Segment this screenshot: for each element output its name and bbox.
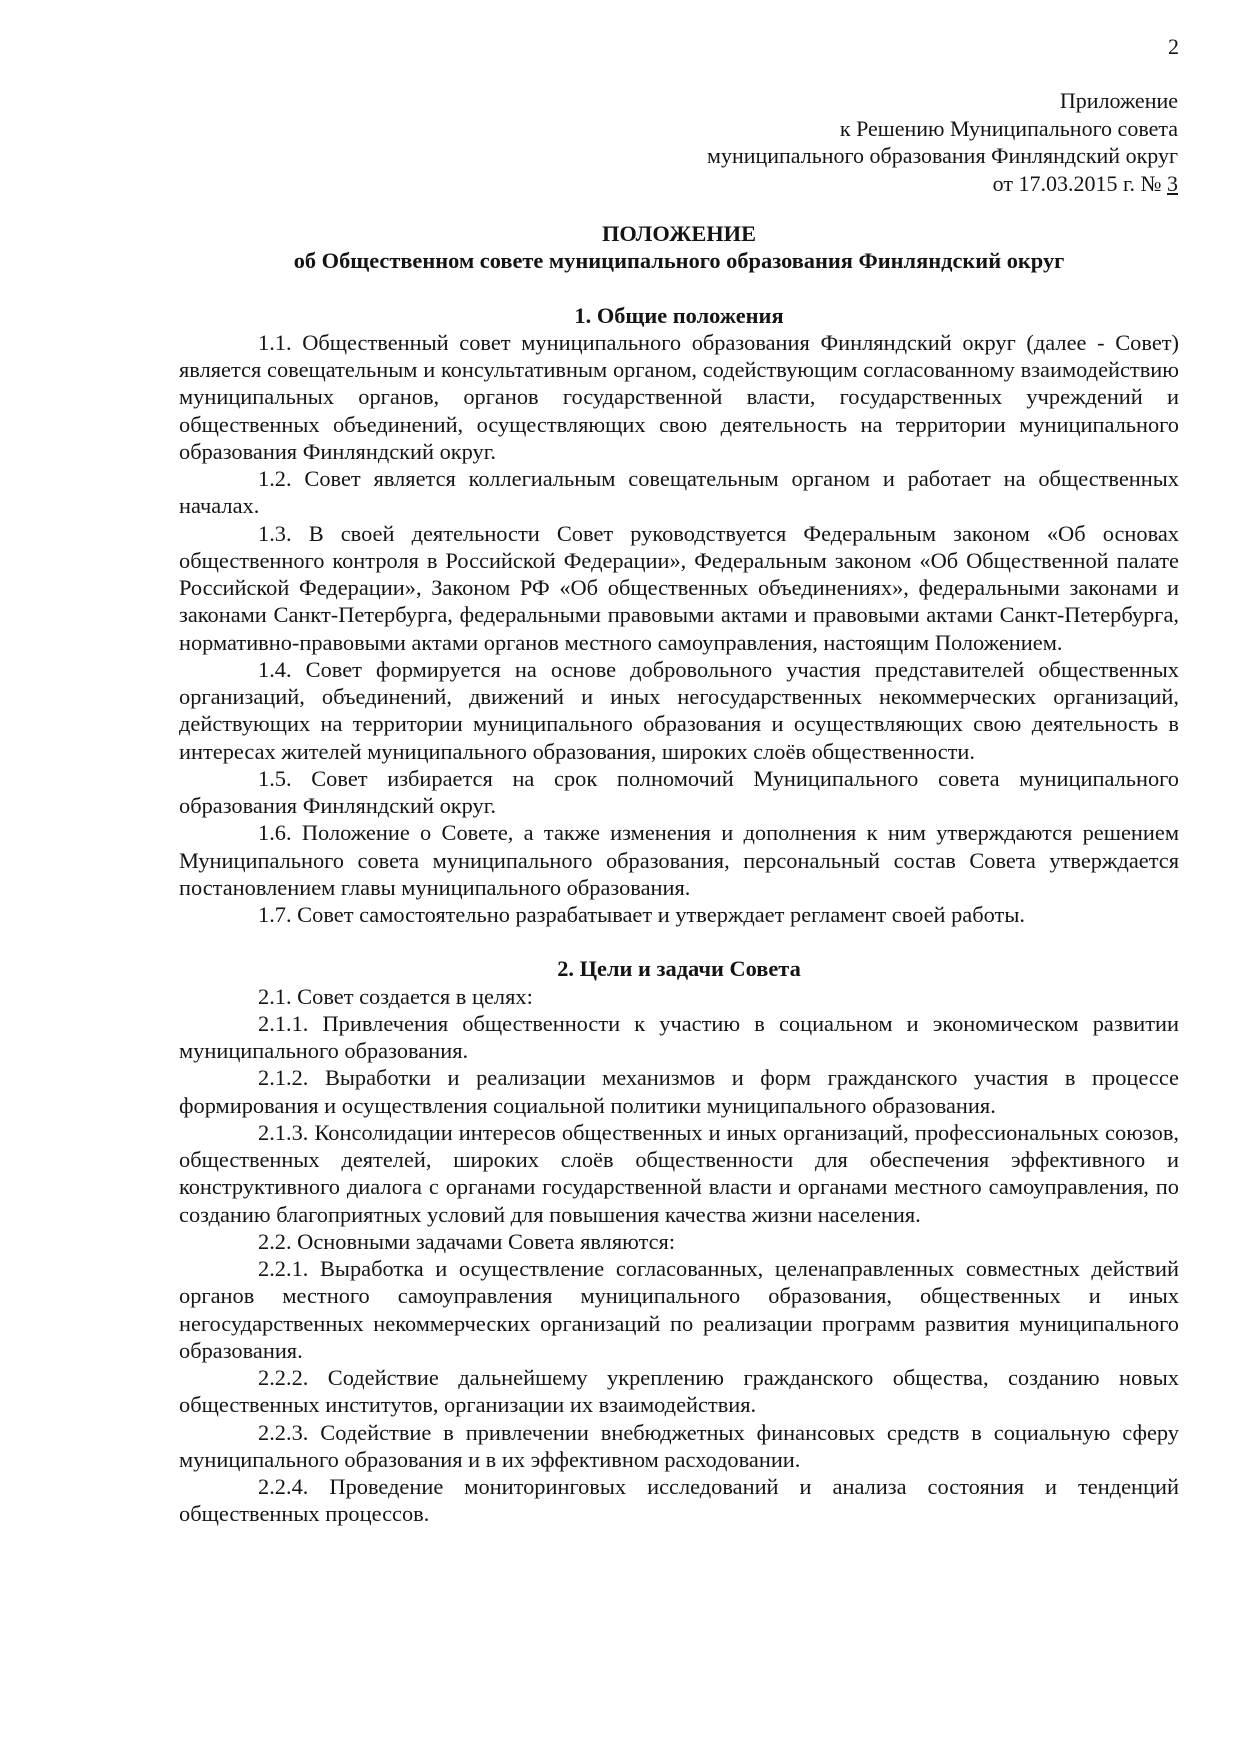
section-2-heading: 2. Цели и задачи Совета — [557, 956, 801, 982]
paragraph-1-6: 1.6. Положение о Совете, а также изменения и дополнения к ним утверждаются решением Муниципального совета муниципального образования, персональный состав Совета утверждается постановлением главы муниципального образования. — [179, 820, 1179, 900]
paragraph-2-2: 2.2. Основными задачами Совета являются: — [258, 1228, 676, 1254]
document-title: ПОЛОЖЕНИЕ — [601, 221, 757, 246]
document-subtitle: об Общественном совете муниципального образования Финляндский округ — [293, 248, 1065, 274]
appendix-header — [707, 87, 1178, 197]
section-1-heading: 1. Общие положения — [574, 302, 784, 328]
paragraph-2-2-1: 2.2.1. Выработка и осуществление согласованных, целенаправленных совместных действий органов местного самоуправления муниципального образования, общественных и иных негосударственных некоммерческих организаций по реализации программ развития муниципального образования. — [179, 1256, 1179, 1363]
paragraph-2-1-1: 2.1.1. Привлечения общественности к участию в социальном и экономическом развитии муниципального образования. — [179, 1010, 1179, 1063]
paragraph-1-7: 1.7. Совет самостоятельно разрабатывает и утверждает регламент своей работы. — [258, 902, 1025, 927]
paragraph-2-1-3: 2.1.3. Консолидации интересов общественных и иных организаций, профессиональных союзов, общественных деятелей, широких слоёв общественности для обеспечения эффективного и конструктивного диалога с органами государственной власти и органами местного самоуправления, по созданию благоприятных условий для повышения качества жизни населения. — [179, 1119, 1179, 1227]
paragraph-1-3: 1.3. В своей деятельности Совет руководствуется Федеральным законом «Об основах общественного контроля в Российской Федерации», Федеральным законом «Об Общественной палате Российской Федерации», Законом РФ «Об общественных объединениях», федеральными законами и законами Санкт-Петербурга, федеральными правовыми актами и правовыми актами Санкт-Петербурга, нормативно-правовыми актами органов местного самоуправления, настоящим Положением. — [179, 520, 1179, 655]
page-number: 2 — [1168, 34, 1179, 59]
paragraph-2-2-3: 2.2.3. Содействие в привлечении внебюджетных финансовых средств в социальную сферу муниципального образования и в их эффективном расходовании. — [179, 1419, 1179, 1472]
appendix-municipality-line: муниципального образования Финляндский округ — [707, 143, 1178, 169]
paragraph-2-2-2: 2.2.2. Содействие дальнейшему укреплению гражданского общества, созданию новых общественных институтов, организации их взаимодействия. — [179, 1365, 1179, 1418]
appendix-label: Приложение — [1059, 88, 1178, 113]
paragraph-1-1: 1.1. Общественный совет муниципального образования Финляндский округ (далее - Совет) является совещательным и консультативным органом, содействующим согласованному взаимодействию муниципальных органов, органов государственной власти, государственных учреждений и общественных объединений, осуществляющих свою деятельность на территории муниципального образования Финляндский округ. — [179, 329, 1179, 464]
paragraph-2-2-4: 2.2.4. Проведение мониторинговых исследований и анализа состояния и тенденций общественных процессов. — [179, 1474, 1179, 1527]
paragraph-2-1: 2.1. Совет создается в целях: — [258, 983, 533, 1009]
appendix-date: от 17.03.2015 г. № — [992, 170, 1167, 196]
paragraph-2-1-2: 2.1.2. Выработки и реализации механизмов и форм гражданского участия в процессе формирования и осуществления социальной политики муниципального образования. — [179, 1065, 1179, 1118]
appendix-number: 3 — [1167, 170, 1178, 196]
section-spacer — [179, 928, 1179, 955]
document-body — [179, 220, 1179, 1528]
appendix-decision-line: к Решению Муниципального совета — [839, 115, 1178, 141]
paragraph-1-5: 1.5. Совет избирается на срок полномочий Муниципального совета муниципального образования Финляндский округ. — [179, 765, 1179, 818]
paragraph-1-2: 1.2. Совет является коллегиальным совещательным органом и работает на общественных началах. — [179, 466, 1179, 519]
appendix-date-line — [707, 170, 1178, 198]
paragraph-1-4: 1.4. Совет формируется на основе добровольного участия представителей общественных организаций, объединений, движений и иных негосударственных некоммерческих организаций, действующих на территории муниципального образования и осуществляющих свою деятельность в интересах жителей муниципального образования, широких слоёв общественности. — [179, 656, 1179, 764]
